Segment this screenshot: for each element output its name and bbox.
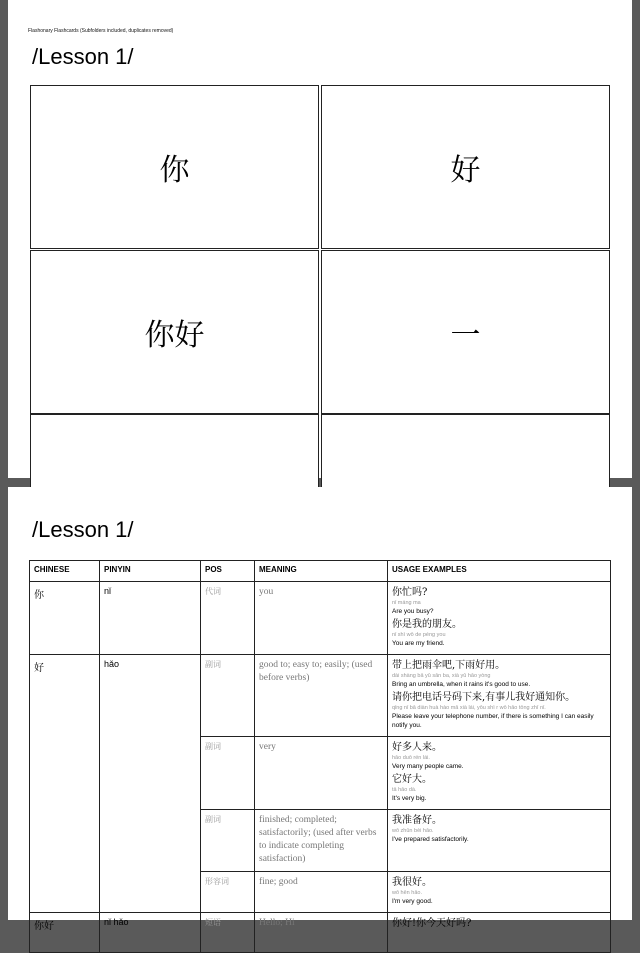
example-pinyin: nǐ máng ma <box>392 600 421 606</box>
meaning: Hello; Hi <box>259 918 295 928</box>
table-row <box>30 913 611 953</box>
examples-cell <box>388 872 611 913</box>
example-chinese: 好多人来。 <box>392 742 442 753</box>
part-of-speech: 代词 <box>205 587 221 596</box>
example-english: It's very big. <box>392 795 427 802</box>
page-2 <box>8 487 632 932</box>
lesson-title: /Lesson 1/ <box>32 517 134 542</box>
chinese-word: 好 <box>34 663 44 674</box>
example-english: You are my friend. <box>392 640 445 647</box>
pos-cell <box>201 582 255 655</box>
example-chinese: 你忙吗? <box>392 587 428 598</box>
meaning-cell <box>255 872 388 913</box>
flashcard-text: 好 <box>450 153 481 188</box>
example-pinyin: dài shàng bǎ yǔ sǎn ba, xià yǔ hǎo yòng <box>392 673 491 679</box>
example-chinese: 带上把雨伞吧,下雨好用。 <box>392 660 506 671</box>
pos-cell <box>201 810 255 872</box>
table-row <box>30 582 611 655</box>
example-english: Are you busy? <box>392 608 434 615</box>
part-of-speech: 短语 <box>205 918 221 927</box>
usage-example <box>392 876 606 906</box>
pinyin-cell <box>100 582 201 655</box>
example-pinyin: wǒ zhǔn bèi hǎo. <box>392 828 434 834</box>
part-of-speech: 副词 <box>205 660 221 669</box>
usage-example <box>392 773 606 803</box>
examples-cell <box>388 582 611 655</box>
usage-example <box>392 618 606 648</box>
lesson-title: /Lesson 1/ <box>32 44 134 69</box>
example-chinese: 你是我的朋友。 <box>392 619 462 630</box>
column-header: CHINESE <box>30 561 100 582</box>
part-of-speech: 副词 <box>205 815 221 824</box>
pinyin-cell <box>100 655 201 913</box>
part-of-speech: 形容词 <box>205 877 229 886</box>
meaning-cell <box>255 810 388 872</box>
column-header: MEANING <box>255 561 388 582</box>
pinyin: nǐ <box>104 586 112 596</box>
meaning: good to; easy to; easily; (used before verbs) <box>259 660 373 683</box>
example-chinese: 它好大。 <box>392 774 432 785</box>
example-chinese: 你好!你今天好吗? <box>392 918 472 929</box>
usage-example <box>392 586 606 616</box>
example-english: Please leave your telephone number, if there is something I can easily notify you. <box>392 713 594 729</box>
examples-cell <box>388 913 611 953</box>
flashcard-text: 你好 <box>144 318 205 353</box>
chinese-cell <box>30 582 100 655</box>
column-header: PINYIN <box>100 561 201 582</box>
pos-cell <box>201 913 255 953</box>
meaning: very <box>259 742 276 752</box>
example-chinese: 请你把电话号码下来,有事儿我好通知你。 <box>392 692 576 703</box>
pinyin: hǎo <box>104 659 120 669</box>
example-pinyin: nǐ shì wǒ de péng you <box>392 632 446 638</box>
part-of-speech: 副词 <box>205 742 221 751</box>
meaning: finished; completed; satisfactorily; (used after verbs to indicate completing satisfaction) <box>259 815 377 864</box>
column-header: POS <box>201 561 255 582</box>
example-english: I'm very good. <box>392 898 433 905</box>
vocabulary-table <box>29 560 611 953</box>
pos-cell <box>201 737 255 810</box>
examples-cell <box>388 655 611 737</box>
meaning: fine; good <box>259 877 298 887</box>
flashcard[interactable] <box>30 85 319 249</box>
example-english: Bring an umbrella, when it rains it's good to use. <box>392 681 531 688</box>
document-header: Flashonary Flashcards (Subfolders included, duplicates removed) <box>28 28 174 34</box>
example-pinyin: wǒ hěn hǎo. <box>392 890 422 896</box>
meaning-cell <box>255 582 388 655</box>
pos-cell <box>201 655 255 737</box>
example-chinese: 我准备好。 <box>392 815 442 826</box>
chinese-cell <box>30 655 100 913</box>
meaning: you <box>259 587 274 597</box>
example-english: Very many people came. <box>392 763 464 770</box>
chinese-word: 你好 <box>34 921 54 932</box>
example-chinese: 我很好。 <box>392 877 432 888</box>
usage-example <box>392 917 606 930</box>
pos-cell <box>201 872 255 913</box>
table-row <box>30 655 611 737</box>
examples-cell <box>388 737 611 810</box>
usage-example <box>392 814 606 844</box>
flashcard-text: 你 <box>159 153 190 188</box>
example-english: I've prepared satisfactorily. <box>392 836 469 843</box>
example-pinyin: qǐng nǐ bǎ diàn huà hào mǎ xià lái, yǒu shì r wǒ hǎo tōng zhī nǐ. <box>392 705 546 711</box>
meaning-cell <box>255 913 388 953</box>
meaning-cell <box>255 737 388 810</box>
chinese-cell <box>30 913 100 953</box>
example-pinyin: tā hǎo dà. <box>392 787 417 793</box>
chinese-word: 你 <box>34 590 44 601</box>
usage-example <box>392 659 606 689</box>
pinyin-cell <box>100 913 201 953</box>
meaning-cell <box>255 655 388 737</box>
examples-cell <box>388 810 611 872</box>
column-header: USAGE EXAMPLES <box>388 561 611 582</box>
example-pinyin: hǎo duō rén lái. <box>392 755 430 761</box>
usage-example <box>392 691 606 730</box>
flashcard[interactable] <box>321 250 610 414</box>
usage-example <box>392 741 606 771</box>
pinyin: nǐ hǎo <box>104 917 129 927</box>
page-1 <box>8 0 632 478</box>
flashcard[interactable] <box>321 85 610 249</box>
table-header-row <box>30 561 611 582</box>
flashcard-text: 一 <box>450 318 481 353</box>
flashcard[interactable] <box>30 250 319 414</box>
